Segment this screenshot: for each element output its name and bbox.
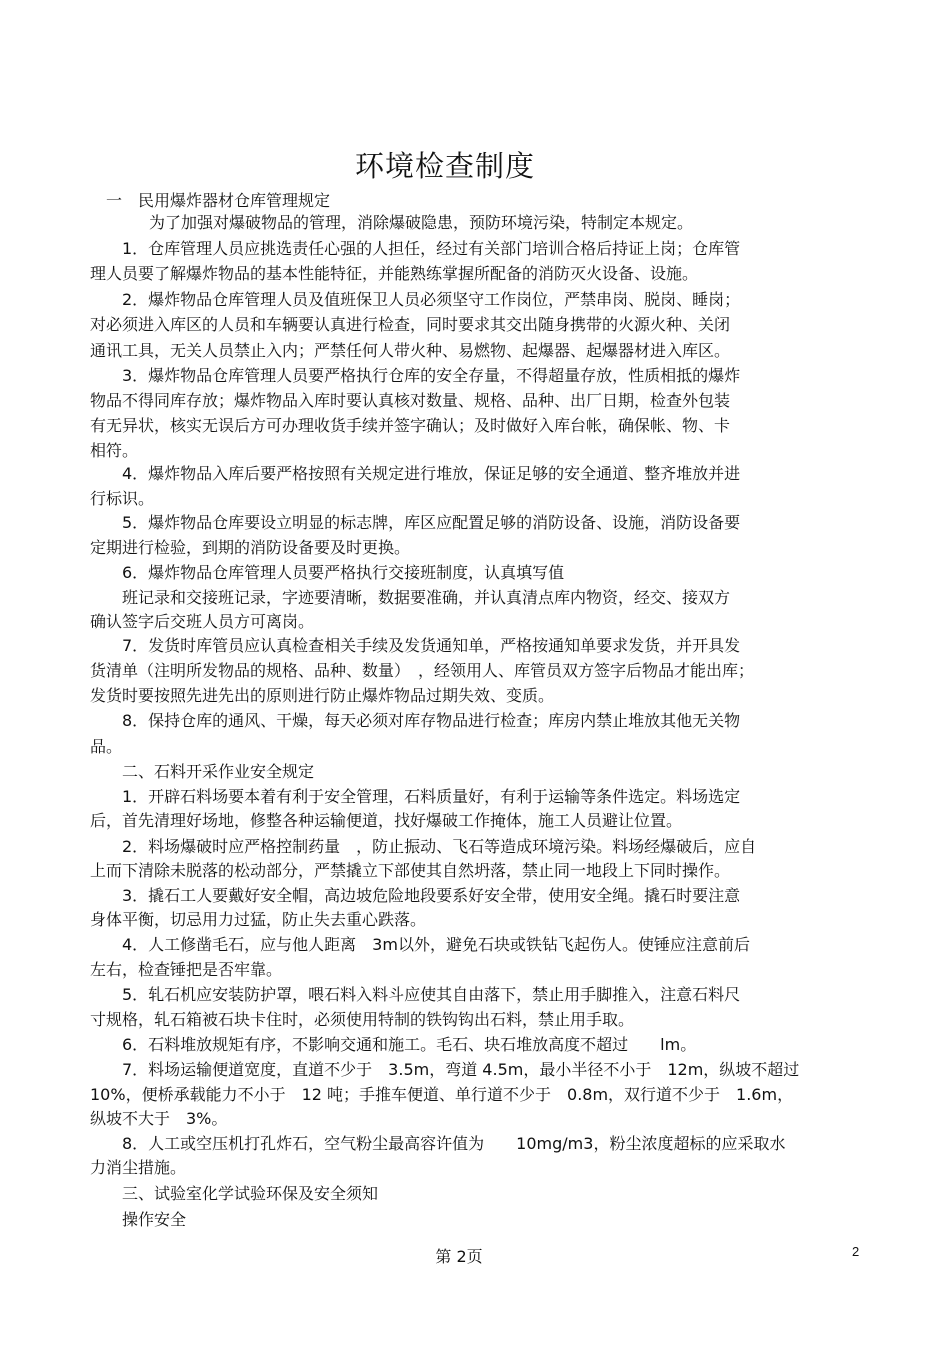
text-line: 相符。	[90, 441, 139, 460]
text-line: 3．撬石工人要戴好安全帽，高边坡危险地段要系好安全带，使用安全绳。撬石时要注意	[122, 886, 741, 905]
text-line: 发货时要按照先进先出的原则进行防止爆炸物品过期失效、变质。	[90, 686, 555, 705]
text-line: 理人员要了解爆炸物品的基本性能特征，并能熟练掌握所配备的消防灭火设备、设施。	[90, 264, 699, 283]
text-line: 通讯工具，无关人员禁止入内；严禁任何人带火种、易燃物、起爆器、起爆器材进入库区。	[90, 341, 731, 360]
text-line: 上而下清除未脱落的松动部分，严禁撬立下部使其自然坍落，禁止同一地段上下同时操作。	[90, 861, 731, 880]
text-line: 2．爆炸物品仓库管理人员及值班保卫人员必须坚守工作岗位，严禁串岗、脱岗、睡岗；	[122, 290, 741, 309]
text-line: 3．爆炸物品仓库管理人员要严格执行仓库的安全存量，不得超量存放，性质相抵的爆炸	[122, 366, 741, 385]
text-line: 8．保持仓库的通风、干燥，每天必须对库存物品进行检查；库房内禁止堆放其他无关物	[122, 711, 741, 730]
text-line: 纵坡不大于 3%。	[90, 1109, 228, 1128]
text-line: 一 民用爆炸器材仓库管理规定	[106, 191, 331, 210]
text-line: 5．爆炸物品仓库要设立明显的标志牌，库区应配置足够的消防设备、设施，消防设备要	[122, 513, 741, 532]
text-line: 三、试验室化学试验环保及安全须知	[122, 1184, 379, 1203]
text-line: 为了加强对爆破物品的管理，消除爆破隐患，预防环境污染，特制定本规定。	[149, 213, 694, 232]
text-line: 有无异状，核实无误后方可办理收货手续并签字确认；及时做好入库台帐，确保帐、物、卡	[90, 416, 731, 435]
text-line: 力消尘措施。	[90, 1158, 187, 1177]
text-line: 后，首先清理好场地，修整各种运输便道，找好爆破工作掩体，施工人员避让位置。	[90, 811, 683, 830]
text-line: 二、石料开采作业安全规定	[122, 762, 315, 781]
text-line: 4．爆炸物品入库后要严格按照有关规定进行堆放，保证足够的安全通道、整齐堆放并进	[122, 464, 741, 483]
text-line: 身体平衡，切忌用力过猛，防止失去重心跌落。	[90, 910, 427, 929]
document-title: 环境检查制度	[354, 149, 535, 183]
text-line: 确认签字后交班人员方可离岗。	[90, 612, 315, 631]
text-line: 班记录和交接班记录，字迹要清晰，数据要准确，并认真清点库内物资，经交、接双方	[122, 588, 731, 607]
text-line: 定期进行检验，到期的消防设备要及时更换。	[90, 538, 411, 557]
text-line: 10%，便桥承载能力不小于 12 吨；手推车便道、单行道不少于 0.8m，双行道不少于 1.6m，	[90, 1085, 794, 1104]
text-line: 5．轧石机应安装防护罩，喂石料入料斗应使其自由落下，禁止用手脚推入，注意石料尺	[122, 985, 741, 1004]
page-footer: 第 2页	[435, 1247, 483, 1266]
text-line: 1．开辟石料场要本着有利于安全管理，石料质量好，有利于运输等条件选定。料场选定	[122, 787, 741, 806]
text-line: 2．料场爆破时应严格控制药量 ，防止振动、飞石等造成环境污染。料场经爆破后，应自	[122, 837, 757, 856]
text-line: 左右，检查锤把是否牢靠。	[90, 960, 283, 979]
text-line: 4．人工修凿毛石，应与他人距离 3m以外，避免石块或铁钻飞起伤人。使锤应注意前后	[122, 935, 750, 954]
text-line: 7．发货时库管员应认真检查相关手续及发货通知单，严格按通知单要求发货，并开具发	[122, 636, 741, 655]
text-line: 1．仓库管理人员应挑选责任心强的人担任，经过有关部门培训合格后持证上岗；仓库管	[122, 239, 741, 258]
text-line: 行标识。	[90, 489, 155, 508]
text-line: 7．料场运输便道宽度，直道不少于 3.5m，弯道 4.5m，最小半径不小于 12m，纵坡不超过	[122, 1060, 800, 1079]
text-line: 6．石料堆放规矩有序，不影响交通和施工。毛石、块石堆放高度不超过 lm。	[122, 1035, 697, 1054]
text-line: 对必须进入库区的人员和车辆要认真进行检查，同时要求其交出随身携带的火源火种、关闭	[90, 315, 731, 334]
text-line: 寸规格，轧石箱被石块卡住时，必须使用特制的铁钩钩出石料，禁止用手取。	[90, 1010, 635, 1029]
text-line: 8．人工或空压机打孔炸石，空气粉尘最高容许值为 10mg/m3，粉尘浓度超标的应采取水	[122, 1134, 786, 1153]
text-line: 操作安全	[122, 1210, 187, 1229]
text-line: 品。	[90, 737, 123, 756]
page-number: 2	[852, 1244, 860, 1259]
text-line: 物品不得同库存放；爆炸物品入库时要认真核对数量、规格、品种、出厂日期，检查外包装	[90, 391, 731, 410]
text-line: 6．爆炸物品仓库管理人员要严格执行交接班制度，认真填写值	[122, 563, 565, 582]
text-line: 货清单（注明所发物品的规格、品种、数量） ，经领用人、库管员双方签字后物品才能出库；	[90, 661, 755, 680]
